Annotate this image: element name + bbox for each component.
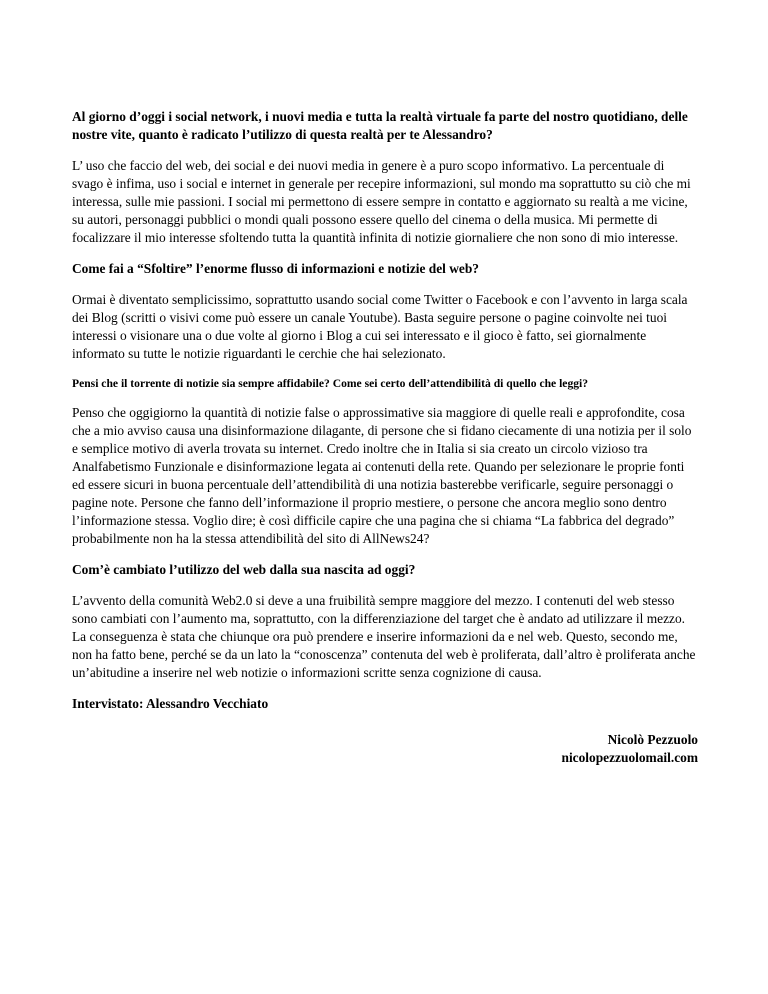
- interviewee-line: Intervistato: Alessandro Vecchiato: [72, 696, 269, 711]
- answer-2: Ormai è diventato semplicissimo, soprattutto usando social come Twitter o Facebook e con l’avvento in larga scala dei Blog (scritti o visivi come può essere un canale Youtube). Basta seguire persone o pagine coinvolte nei tuoi interessi o visionare una o due volte al giorno i Blog a cui sei interessato e il gioco è fatto, sei giornalmente informato su tutte le notizie riguardanti le cerchie che hai selezionato.: [72, 292, 688, 361]
- answer-1: L’ uso che faccio del web, dei social e dei nuovi media in genere è a puro scopo informativo. La percentuale di svago è infima, uso i social e internet in generale per recepire informazioni, sul mondo ma soprattutto su ciò che mi interessa, sulle mie passioni. I social mi permettono di essere sempre in contatto e aggiornato su realtà a me vicine, su autori, personaggi pubblici o mondi quali possono essere quello del cinema o della musica. Mi permette di focalizzare il mio interesse sfoltendo tutta la quantità infinita di notizie giornaliere che non sono di mio interesse.: [72, 158, 691, 245]
- author-name: Nicolò Pezzuolo: [607, 732, 698, 747]
- document-page: [72, 108, 698, 767]
- answer-4: L’avvento della comunità Web2.0 si deve a una fruibilità sempre maggiore del mezzo. I contenuti del web stesso sono cambiati con l’aumento ma, soprattutto, con la differenziazione del target che è andato ad utilizzare il mezzo. La conseguenza è stata che chiunque ora può prendere e inserire informazioni da e nel web. Questo, secondo me, non ha fatto bene, perché se da un lato la “conoscenza” contenuta del web è proliferata, dall’altro è proliferata anche un’abitudine a inserire nel web notizie o informazioni scritte senza cognizione di causa.: [72, 593, 696, 680]
- answer-3: Penso che oggigiorno la quantità di notizie false o approssimative sia maggiore di quelle reali e approfondite, cosa che a mio avviso causa una disinformazione dilagante, di persone che si fidano ciecamente di una notizia per il solo e semplice motivo di averla trovata su internet. Credo inoltre che in Italia si sia creato un circolo vizioso tra Analfabetismo Funzionale e disinformazione legata ai contenuti della rete. Quando per selezionare le proprie fonti ed essere sicuri in buona percentuale dell’attendibilità di una notizia basterebbe verificarle, seguire personaggi o pagine note. Persone che fanno dell’informazione il proprio mestiere, o persone che ancora meglio sono dentro l’informazione stessa. Voglio dire; è così difficile capire che una pagina che si chiama “La fabbrica del degrado” probabilmente non ha la stessa attendibilità del sito di AllNews24?: [72, 405, 692, 546]
- question-2: Come fai a “Sfoltire” l’enorme flusso di informazioni e notizie del web?: [72, 261, 479, 276]
- author-email: nicolopezzuolomail.com: [561, 750, 698, 765]
- question-1: Al giorno d’oggi i social network, i nuovi media e tutta la realtà virtuale fa parte del nostro quotidiano, delle nostre vite, quanto è radicato l’utilizzo di questa realtà per te Alessandro?: [72, 109, 688, 142]
- author-signature: [72, 731, 698, 767]
- question-3: Pensi che il torrente di notizie sia sempre affidabile? Come sei certo dell’attendibilità di quello che leggi?: [72, 377, 589, 390]
- question-4: Com’è cambiato l’utilizzo del web dalla sua nascita ad oggi?: [72, 562, 416, 577]
